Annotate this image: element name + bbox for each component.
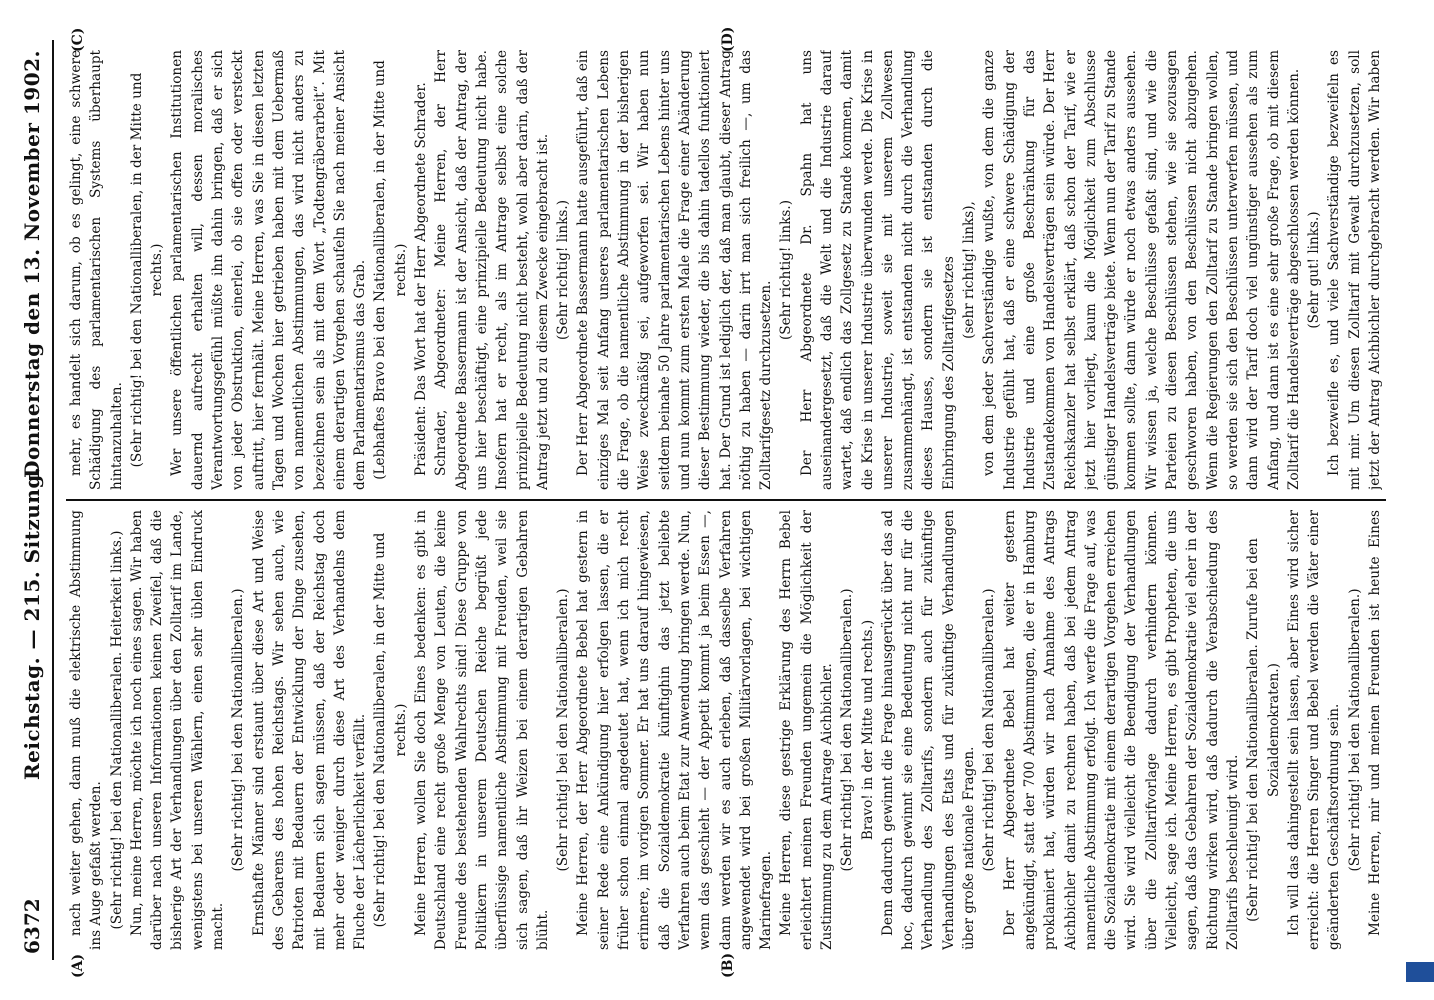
paragraph: Der Herr Abgeordnete Dr. Spahn hat uns auseinandergesetzt, daß die Welt und die Industrie darauf wartet, daß endlich das Zollgesetz zu Stande kommen, damit die Krise in unserer Industrie überwunden werde. Die Krise in unserer Industrie, soweit sie mit unserem Zollwesen zusammenhängt, ist entstanden nicht durch die Verhandlung dieses Hauses, sondern sie ist entstanden durch die Einbringung des Zolltarifgesetzes bbox=[798, 50, 957, 490]
paragraph: Der Herr Abgeordnete Bebel hat weiter gestern angekündigt, statt der 700 Abstimmungen, die er in Hamburg proklamiert hat, würden wir nach Annahme des Antrags Aichbichler damit zu rechnen haben, daß bei jedem Antrag namentliche Abstimmung erfolgt. Ich werfe die Frage auf, was die Sozialdemokratie mit einem derartigen Vorgehen erreichen wird. Sie wird vielleicht die Beendigung der Verhandlungen über die Zolltarifvorlage dadurch verhindern können. Vielleicht, sage ich. Meine Herren, es gibt Propheten, die uns sagen, daß das Gebahren der Sozialdemokratie viel eher in der Richtung wirken wird, daß dadurch die Verabschiedung des Zolltarifs beschleunigt wird. bbox=[1001, 510, 1241, 950]
page-header bbox=[12, 40, 54, 960]
paragraph: nach weiter gehen, dann muß die elektrische Abstimmung ins Auge gefaßt werden. bbox=[68, 510, 105, 950]
interjection: (Lebhaftes Bravo bei den Nationalliberalen, in der Mitte und rechts.) bbox=[372, 60, 409, 480]
digitization-credit bbox=[1412, 10, 1432, 990]
interjection: (Sehr richtig! links.) bbox=[778, 199, 795, 341]
session-title: Reichstag. — 215. Sitzung. bbox=[20, 466, 44, 780]
paragraph: Meine Herren, diese gestrige Erklärung des Herrn Bebel erleichtert meinen Freunden ungemein die Möglichkeit der Zustimmung zu dem Antrage Aichbichler. bbox=[778, 510, 835, 950]
paragraph: Ich will das dahingestellt sein lassen, aber Eines wird sicher erreicht: die Herren Singer und Bebel werden die Väter einer geänderten Geschäftsordnung sein. bbox=[1285, 510, 1343, 950]
paragraph: Ernsthafte Männer sind erstaunt über diese Art und Weise des Gebarens des hohen Reichstags. Wir sehen auch, wie Patrioten mit Bedauern der Entwicklung der Dinge zusehen, mit Bedauern sich sagen müssen, daß der Reichstag doch mehr oder weniger durch diese Art des Verhandelns dem Fluche der Lächerlichkeit verfällt. bbox=[250, 510, 369, 950]
margin-mark-d: (D) bbox=[720, 26, 736, 52]
paragraph: Nun, meine Herren, möchte ich noch eines sagen. Wir haben darüber nach unseren Informationen keinen Zweifel, daß die bisherige Art der Verhandlungen über den Zolltarif im Lande, wenigstens bei unseren Wählern, einen sehr üblen Eindruck macht. bbox=[128, 510, 227, 950]
paragraph: von dem jeder Sachverständige wußte, von dem die ganze Industrie gefühlt hat, daß er eine schwere Schädigung der Industrie und eine große Beschränkung für das Zustandekommen von Handelsverträgen sein würde. Der Herr Reichskanzler hat selbst erklärt, daß schon der Tarif, wie er jetzt hier vorliegt, kaum die Möglichkeit zum Abschlusse günstiger Handelsverträge biete. Wenn nun der Tarif zu Stande kommen sollte, dann würde er noch etwas anders aussehen. Wir wissen ja, welche Beschlüsse gefaßt sind, und wie die Parteien zu diesen Beschlüssen stehen, wie sie sozusagen geschworen haben, von den Beschlüssen nicht abzugehen. Wenn die Regierungen den Zolltarif zu Stande bringen wollen, so werden sie sich den Beschlüssen unterwerfen müssen, und dann wird der Tarif doch viel ungünstiger aussehen als zum Anfang, und dann ist es eine sehr große Frage, ob mit diesem Zolltarif die Handelsverträge abgeschlossen werden können. bbox=[981, 50, 1302, 490]
interjection: (sehr richtig! links), bbox=[961, 201, 978, 339]
margin-mark-a: (A) bbox=[70, 953, 86, 978]
paragraph: Meine Herren, wollen Sie doch Eines bedenken: es gibt in Deutschland eine recht große Menge von Leuten, die keine Freunde des bestehenden Wahlrechts sind! Diese Gruppe von Politikern in unserem Deutschen Reiche begrüßt jede überflüssige namentliche Abstimmung mit Freuden, weil sie sich sagen, daß ihr Weizen bei einem derartigen Gebahren blüht. bbox=[413, 510, 551, 950]
interjection: (Sehr richtig! bei den Nationalliberalen.) bbox=[230, 588, 247, 872]
margin-mark-b: (B) bbox=[720, 952, 736, 978]
rotated-document-page bbox=[0, 20, 1400, 980]
paragraph: mehr, es handelt sich darum, ob es gelingt, eine schwere Schädigung des parlamentarischen Systems überhaupt hintanzuhalten. bbox=[68, 50, 125, 490]
paragraph: Meine Herren, der Herr Abgeordnete Bebel hat gestern in seiner Rede eine Ankündigung hier erfolgen lassen, die er früher schon einmal angedeutet hat, wenn ich mich recht erinnere, im vorigen Sommer. Er hat uns darauf hingewiesen, daß die Sozialdemokratie künftighin das jetzt beliebte Verfahren auch beim Etat zur Anwendung bringen werde. Nun, wenn das geschieht — der Appetit kommt ja beim Essen —, dann werden wir es auch erleben, daß dasselbe Verfahren angewendet wird bei großen Militärvorlagen, bei wichtigen Marinefragen. bbox=[575, 510, 775, 950]
paragraph: Denn dadurch gewinnt die Frage hinausgerückt über das ad hoc, dadurch gewinnt sie eine Bedeutung nicht nur für die Verhandlung des Zolltarifs, sondern auch für zukünftige Verhandlungen des Etats und für zukünftige Verhandlungen über große nationale Fragen. bbox=[879, 510, 978, 950]
dfg-logo bbox=[1406, 962, 1434, 982]
margin-mark-c: (C) bbox=[70, 27, 86, 52]
interjection: Bravo! in der Mitte und rechts.) bbox=[859, 619, 876, 841]
interjection: (Sehr richtig! bei den Nationalliberalen, in der Mitte und rechts.) bbox=[372, 532, 409, 928]
speaker-paragraph: Schrader, Abgeordneter: Meine Herren, der Herr Abgeordnete Bassermann ist der Ansicht, daß der Antrag, der uns hier beschäftigt, eine prinzipielle Bedeutung nicht habe. Insofern hat er recht, als im Antrage selbst eine solche prinzipielle Bedeutung nicht besteht, wohl aber darin, daß der Antrag jetzt und zu diesem Zwecke eingebracht ist. bbox=[433, 50, 551, 490]
paragraph: Ich bezweifle es, und viele Sachverständige bezweifeln es mit mir. Um diesen Zolltarif mit Gewalt durchzusetzen, soll jetzt der Antrag Aichbichler durchgebracht werden. Wir haben bbox=[1326, 50, 1383, 490]
interjection: (Sehr richtig! bei den Nationalliberalen.) bbox=[839, 588, 856, 872]
column-divider bbox=[66, 499, 1386, 501]
right-text-column bbox=[66, 50, 1386, 490]
interjection: (Sehr richtig! bei den Nationalliberalen. Zurufe bei den Sozialdemokraten.) bbox=[1245, 538, 1282, 922]
session-date: Donnerstag den 13. November 1902. bbox=[20, 50, 44, 478]
interjection: (Sehr richtig! bei den Nationalliberalen.) bbox=[1346, 588, 1363, 872]
interjection: (Sehr richtig! bei den Nationalliberalen, in der Mitte und rechts.) bbox=[128, 72, 166, 468]
paragraph: Der Herr Abgeordnete Bassermann hatte ausgeführt, daß ein einziges Mal seit Anfang unseres parlamentarischen Lebens die Frage, ob die namentliche Abstimmung in der bisherigen Weise zweckmäßig sei, aufgeworfen sei. Wir haben nun seitdem beinahe 50 Jahre parlamentarischen Lebens hinter uns und nun kommt zum ersten Male die Frage einer Abänderung dieser Bestimmung wieder, die bis dahin tadellos funktioniert hat. Der Grund ist lediglich der, daß man glaubt, dieser Antrag nöthig zu haben — darin irrt man sich freilich —, um das Zolltarifgesetz durchzusetzen. bbox=[575, 50, 775, 490]
speaker-paragraph: Präsident: Das Wort hat der Herr Abgeordnete Schrader. bbox=[413, 82, 430, 476]
interjection: (Sehr gut! links.) bbox=[1306, 211, 1323, 329]
interjection: (Sehr richtig! links.) bbox=[555, 199, 572, 341]
paragraph: Meine Herren, mir und meinen Freunden ist heute Eines bbox=[1367, 510, 1383, 936]
interjection: (Sehr richtig! bei den Nationalliberalen. Heiterkeit links.) bbox=[108, 530, 125, 930]
left-text-column bbox=[66, 510, 1386, 950]
paragraph: Wer unsere öffentlichen parlamentarischen Institutionen dauernd aufrecht erhalten will, dessen moralisches Verantwortungsgefühl müßte ihn dahin bringen, daß er sich von jeder Obstruktion, einerlei, ob sie offen oder versteckt auftritt, hier fernhält. Meine Herren, was Sie in diesen letzten Tagen und Wochen hier getrieben haben mit dem Uebermaß von namentlichen Abstimmungen, das wird nicht anders zu bezeichnen sein als mit dem Wort „Todtengräberarbeit“. Mit einem derartigen Vorgehen schaufeln Sie nach meiner Ansicht dem Parlamentarismus das Grab. bbox=[169, 50, 369, 490]
interjection: (Sehr richtig! bei den Nationalliberalen.) bbox=[981, 588, 998, 872]
page-number: 6372 bbox=[20, 898, 44, 954]
interjection: (Sehr richtig! bei den Nationalliberalen.) bbox=[555, 588, 572, 872]
